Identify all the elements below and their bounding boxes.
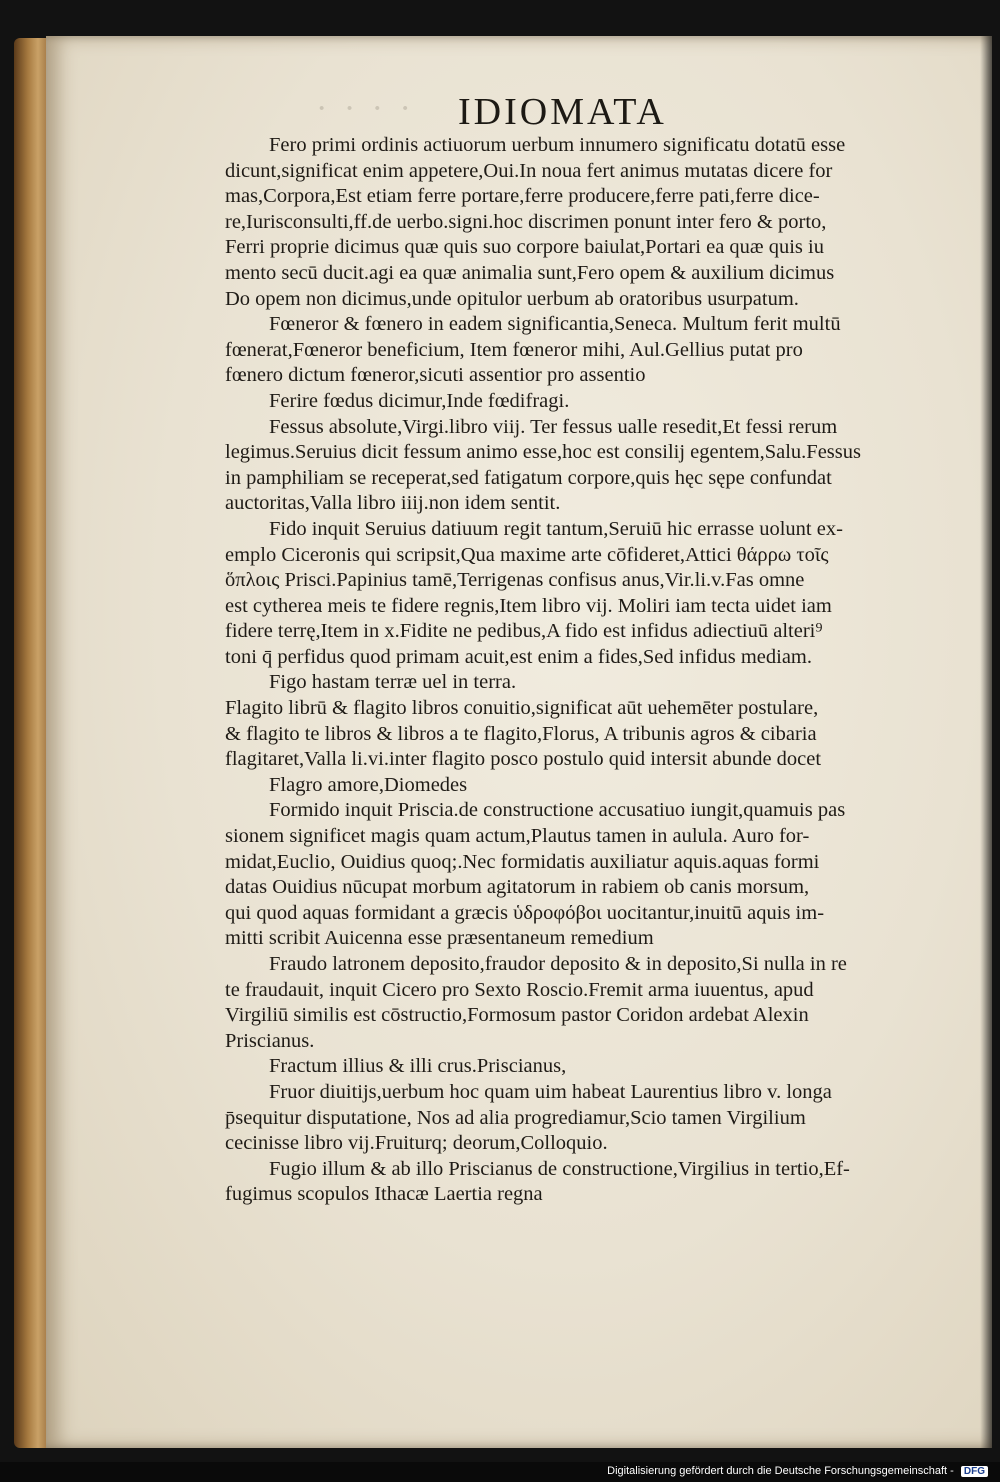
text-line: Do opem non dicimus,unde opitulor uerbum ab oratoribus usurpatum. (225, 287, 799, 310)
text-line: Flagito librū & flagito libros conuitio,significat aūt uehemēter postulare, (225, 697, 819, 720)
text-line: legimus.Seruius dicit fessum animo esse,hoc est consilij egentem,Salu.Fessus (225, 441, 861, 464)
text-line: Fido inquit Seruius datiuum regit tantum,Seruiū hic errasse uolunt ex- (269, 517, 843, 540)
text-line: cecinisse libro vij.Fruiturq; deorum,Colloquio. (225, 1132, 608, 1155)
text-line: flagitaret,Valla li.vi.inter flagito posco postulo quid intersit abunde docet (225, 748, 822, 771)
text-line: Formido inquit Priscia.de constructione accusatiuo iungit,quamuis pas (269, 799, 846, 822)
page-gutter-shadow (980, 36, 992, 1448)
text-line: dicunt,significat enim appetere,Oui.In noua fert animus mutatas dicere for (225, 159, 833, 182)
text-line: midat,Euclio, Ouidius quoq;.Nec formidatis auxiliatur aquis.aquas formi (225, 850, 820, 873)
text-line: qui quod aquas formidant a græcis ὑδροφόβοι uocitantur,inuitū aquis im- (225, 901, 825, 924)
text-line: mitti scribit Auicenna esse præsentaneum remedium (225, 927, 654, 950)
text-line: ὅπλοις Prisci.Papinius tamē,Terrigenas confisus anus,Vir.li.v.Fas omne (225, 569, 805, 592)
show-through-mark: · · · · (316, 90, 415, 127)
text-line: Flagro amore,Diomedes (269, 773, 468, 796)
text-line: Fessus absolute,Virgi.libro viij. Ter fessus ualle resedit,Et fessi rerum (269, 415, 838, 438)
text-line: fœnero dictum fœneror,sicuti assentior pro assentio (225, 364, 646, 387)
text-line: emplo Ciceronis qui scripsit,Qua maxime arte cōfideret,Attici θάρρω τοῖς (225, 543, 829, 566)
text-line: Priscianus. (225, 1029, 315, 1052)
text-line: est cytherea meis te fidere regnis,Item libro vij. Moliri iam tecta uidet iam (225, 594, 832, 617)
text-line: & flagito te libros & libros a te flagito,Florus, A tribunis agros & cibaria (225, 722, 817, 745)
text-line: auctoritas,Valla libro iiij.non idem sentit. (225, 492, 561, 515)
text-line: fugimus scopulos Ithacæ Laertia regna (225, 1183, 543, 1206)
text-line: in pamphiliam se receperat,sed fatigatum corpore,quis hęc sępe confundat (225, 466, 832, 489)
text-line: Figo hastam terræ uel in terra. (269, 671, 517, 694)
text-line: Fraudo latronem deposito,fraudor deposito & in deposito,Si nulla in re (269, 953, 847, 975)
dfg-logo: DFG (961, 1466, 988, 1477)
text-line: Virgiliū similis est cōstructio,Formosum pastor Coridon ardebat Alexin (225, 1004, 809, 1027)
digitization-credit (607, 1465, 988, 1477)
running-head: IDIOMATA (458, 91, 667, 133)
text-line: Fœneror & fœnero in eadem significantia,Seneca. Multum ferit multū (269, 313, 841, 336)
credit-text: Digitalisierung gefördert durch die Deutsche Forschungsgemeinschaft - (607, 1465, 954, 1477)
text-line: mento secū ducit.agi ea quæ animalia sunt,Fero opem & auxilium dicimus (225, 261, 835, 284)
text-line: p̄sequitur disputatione, Nos ad alia progrediamur,Scio tamen Virgilium (225, 1106, 806, 1129)
text-line: Ferire fœdus dicimur,Inde fœdifragi. (269, 389, 570, 412)
text-line: Fruor diuitijs,uerbum hoc quam uim habeat Laurentius libro v. longa (269, 1080, 832, 1103)
text-line: te fraudauit, inquit Cicero pro Sexto Roscio.Fremit arma iuuentus, apud (225, 978, 814, 1001)
text-line: datas Ouidius nūcupat morbum agitatorum in rabiem ob canis morsum, (225, 876, 810, 899)
text-line: Fractum illius & illi crus.Priscianus, (269, 1055, 567, 1078)
text-line: toni q̄ perfidus quod primam acuit,est enim a fides,Sed infidus mediam. (225, 645, 812, 668)
text-line: sionem significet magis quam actum,Plautus tamen in aulula. Auro for- (225, 825, 810, 848)
text-line: Ferri proprie dicimus quæ quis suo corpore baiulat,Portari ea quæ quis iu (225, 236, 824, 259)
body-text (225, 133, 955, 1208)
text-line: Fero primi ordinis actiuorum uerbum innumero significatu dotatū esse (269, 134, 846, 156)
text-line: mas,Corpora,Est etiam ferre portare,ferre producere,ferre pati,ferre dice- (225, 185, 820, 208)
text-line: fidere terrę,Item in x.Fidite ne pedibus,A fido est infidus adiectiuū alteri⁹ (225, 620, 823, 643)
text-line: Fugio illum & ab illo Priscianus de constructione,Virgilius in tertio,Ef- (269, 1157, 850, 1180)
text-line: fœnerat,Fœneror beneficium, Item fœneror mihi, Aul.Gellius putat pro (225, 338, 803, 361)
text-line: re,Iurisconsulti,ff.de uerbo.signi.hoc discrimen ponunt inter fero & porto, (225, 210, 827, 233)
